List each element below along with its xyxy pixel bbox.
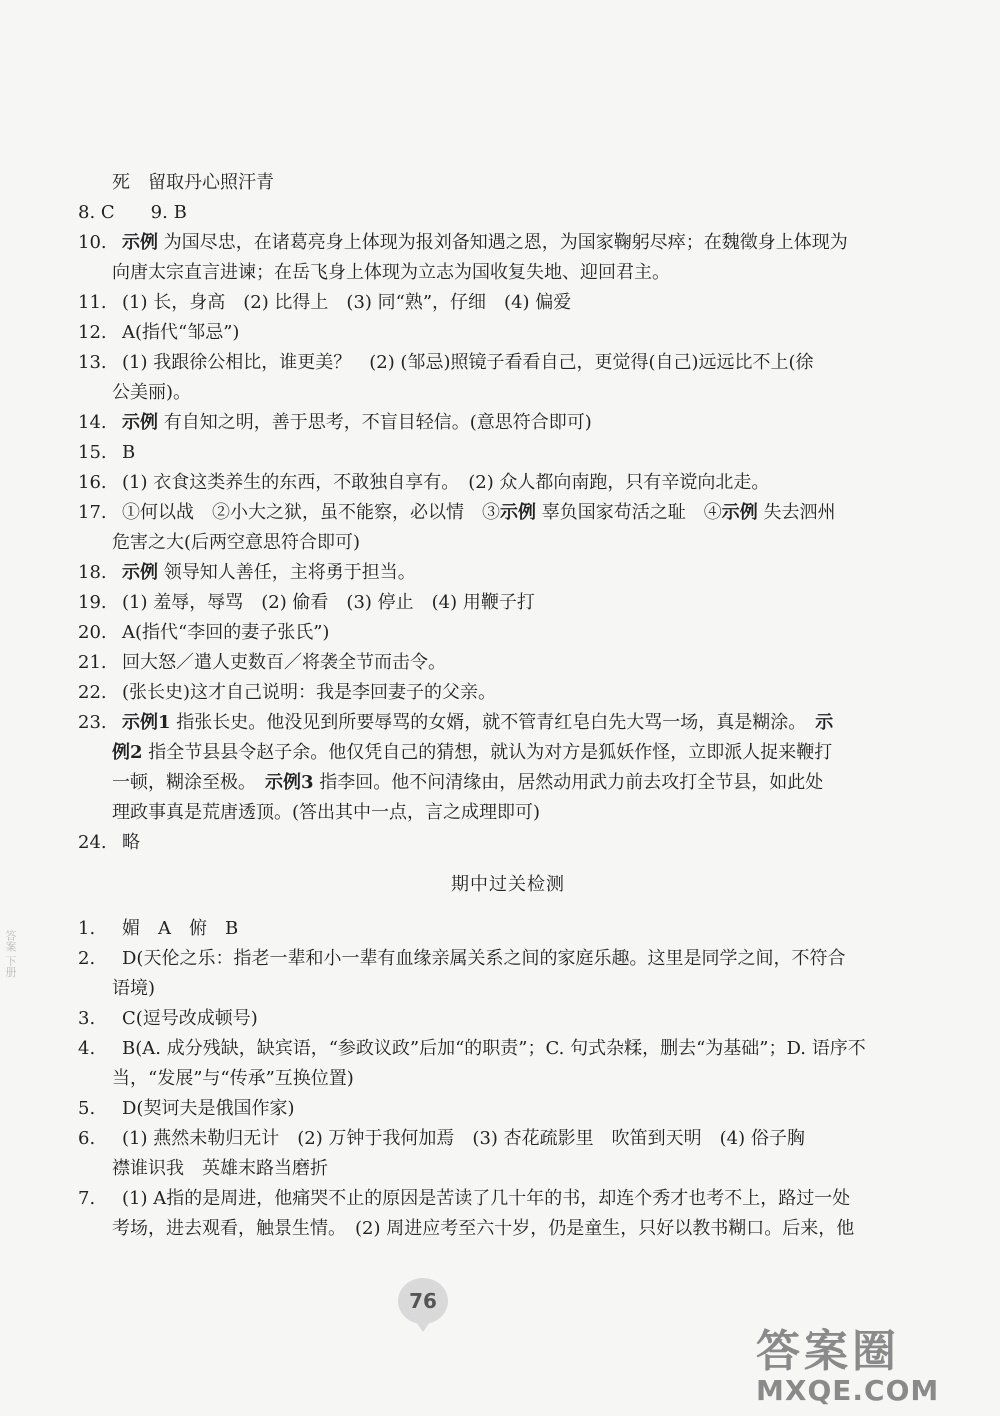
item-number: 7. bbox=[78, 1188, 96, 1209]
answer-line bbox=[78, 438, 938, 468]
line-text: A(指代“邹忌”) bbox=[122, 322, 240, 343]
example-label: 示例 bbox=[122, 562, 158, 583]
line-text: 危害之大(后两空意思符合即可) bbox=[112, 532, 361, 553]
page-number-badge bbox=[398, 1278, 448, 1324]
line-text: C(逗号改成顿号) bbox=[122, 1008, 258, 1029]
example-label: 示例3 bbox=[265, 772, 314, 793]
answer-line bbox=[78, 944, 938, 974]
line-text: (张长史)这才自己说明：我是李回妻子的父亲。 bbox=[122, 682, 497, 703]
answer-line bbox=[78, 678, 938, 708]
line-text: 为国尽忠，在诸葛亮身上体现为报刘备知遇之恩，为国家鞠躬尽瘁；在魏徵身上体现为 bbox=[163, 232, 848, 253]
example-label: 例2 bbox=[112, 742, 143, 763]
answer-line bbox=[78, 1184, 938, 1214]
item-number: 1. bbox=[78, 918, 96, 939]
item-number: 14. bbox=[78, 412, 107, 433]
answer-line bbox=[78, 588, 938, 618]
answer-line bbox=[78, 288, 938, 318]
answer-line bbox=[78, 974, 938, 1004]
line-text: 回大怒／遣人吏数百／将袭全节而击令。 bbox=[122, 652, 446, 673]
answer-line bbox=[78, 1064, 938, 1094]
answer-line bbox=[78, 228, 938, 258]
line-text: 向唐太宗直言进谏；在岳飞身上体现为立志为国收复失地、迎回君主。 bbox=[112, 262, 670, 283]
answer-line bbox=[78, 1094, 938, 1124]
answer-line bbox=[78, 318, 938, 348]
answer-line bbox=[78, 168, 938, 198]
line-text: 8. C 9. B bbox=[78, 202, 187, 223]
line-text: B(A. 成分残缺，缺宾语，“参政议政”后加“的职责”；C. 句式杂糅，删去“为基础”；D. 语序不 bbox=[122, 1038, 866, 1059]
answer-line bbox=[78, 648, 938, 678]
answer-line bbox=[78, 468, 938, 498]
example-label: 示例 bbox=[500, 502, 536, 523]
item-number: 17. bbox=[78, 502, 107, 523]
answer-line bbox=[78, 408, 938, 438]
answer-line bbox=[78, 1124, 938, 1154]
item-number: 11. bbox=[78, 292, 107, 313]
item-number: 23. bbox=[78, 712, 107, 733]
line-text: 语境) bbox=[112, 978, 156, 999]
answer-line bbox=[78, 798, 938, 828]
line-text: 失去泗州 bbox=[763, 502, 836, 523]
answer-line bbox=[78, 348, 938, 378]
answer-line bbox=[78, 1034, 938, 1064]
item-number: 6. bbox=[78, 1128, 96, 1149]
line-text: A(指代“李回的妻子张氏”) bbox=[122, 622, 330, 643]
watermark-en: MXQE.COM bbox=[756, 1374, 940, 1407]
line-text: (1) 羞辱，辱骂 (2) 偷看 (3) 停止 (4) 用鞭子打 bbox=[122, 592, 535, 613]
section-heading: 期中过关检测 bbox=[451, 874, 565, 895]
item-number: 13. bbox=[78, 352, 107, 373]
example-label: 示例 bbox=[122, 232, 158, 253]
item-number: 24. bbox=[78, 832, 107, 853]
line-text: 当，“发展”与“传承”互换位置) bbox=[112, 1068, 354, 1089]
line-text: 略 bbox=[122, 832, 140, 853]
answer-line bbox=[78, 378, 938, 408]
item-number: 12. bbox=[78, 322, 107, 343]
example-label: 示例1 bbox=[122, 712, 171, 733]
item-number: 19. bbox=[78, 592, 107, 613]
line-text: 辜负国家苟活之耻 ④ bbox=[541, 502, 722, 523]
margin-text: 答案 下册 bbox=[4, 930, 17, 978]
answer-line bbox=[78, 708, 938, 738]
line-text: 领导知人善任，主将勇于担当。 bbox=[163, 562, 416, 583]
line-text: 襟谁识我 英雄末路当磨折 bbox=[112, 1158, 328, 1179]
item-number: 15. bbox=[78, 442, 107, 463]
line-text: (1) A指的是周进，他痛哭不止的原因是苦读了几十年的书，却连个秀才也考不上，路过一处 bbox=[122, 1188, 851, 1209]
item-number: 4. bbox=[78, 1038, 96, 1059]
item-number: 21. bbox=[78, 652, 107, 673]
item-number: 3. bbox=[78, 1008, 96, 1029]
line-text: ①何以战 ②小大之狱，虽不能察，必以情 ③ bbox=[122, 502, 500, 523]
watermark-cn: 答案圈 bbox=[756, 1326, 900, 1377]
answer-line bbox=[78, 258, 938, 288]
line-text: 理政事真是荒唐透顶。(答出其中一点，言之成理即可) bbox=[112, 802, 541, 823]
item-number: 10. bbox=[78, 232, 107, 253]
item-number: 16. bbox=[78, 472, 107, 493]
answer-line bbox=[78, 738, 938, 768]
example-label: 示例 bbox=[122, 412, 158, 433]
answer-line bbox=[78, 1004, 938, 1034]
line-text: 媚 A 俯 B bbox=[122, 918, 239, 939]
line-text: 一顿，糊涂至极。 bbox=[112, 772, 265, 793]
answer-line bbox=[78, 618, 938, 648]
line-text: D(契诃夫是俄国作家) bbox=[122, 1098, 295, 1119]
line-text: (1) 衣食这类养生的东西，不敢独自享有。 (2) 众人都向南跑，只有辛谠向北走。 bbox=[122, 472, 770, 493]
answer-line bbox=[78, 558, 938, 588]
answer-line bbox=[78, 198, 938, 228]
line-text: 有自知之明，善于思考，不盲目轻信。(意思符合即可) bbox=[163, 412, 592, 433]
example-label: 示例 bbox=[721, 502, 758, 523]
item-number: 5. bbox=[78, 1098, 96, 1119]
watermark-logo bbox=[756, 1328, 988, 1408]
page-number: 76 bbox=[409, 1289, 437, 1313]
answer-text bbox=[78, 168, 938, 1244]
item-number: 18. bbox=[78, 562, 107, 583]
line-text: 指张长史。他没见到所要辱骂的女婿，就不管青红皂白先大骂一场，真是糊涂。 bbox=[176, 712, 816, 733]
answer-line bbox=[78, 768, 938, 798]
line-text: (1) 燕然未勒归无计 (2) 万钟于我何加焉 (3) 杏花疏影里 吹笛到天明 (4) 俗子胸 bbox=[122, 1128, 805, 1149]
item-number: 20. bbox=[78, 622, 107, 643]
line-text: (1) 长，身高 (2) 比得上 (3) 同“熟”，仔细 (4) 偏爱 bbox=[122, 292, 572, 313]
answer-line bbox=[78, 828, 938, 858]
line-text: D(天伦之乐：指老一辈和小一辈有血缘亲属关系之间的家庭乐趣。这里是同学之间，不符合 bbox=[122, 948, 846, 969]
answer-line bbox=[78, 1214, 938, 1244]
line-text: (1) 我跟徐公相比，谁更美？ (2) (邹忌)照镜子看看自己，更觉得(自己)远远比不上(徐 bbox=[122, 352, 814, 373]
line-text: B bbox=[122, 442, 136, 463]
line-text: 指李回。他不问清缘由，居然动用武力前去攻打全节县，如此处 bbox=[319, 772, 824, 793]
line-text: 指全节县县令赵子余。他仅凭自己的猜想，就认为对方是狐妖作怪，立即派人捉来鞭打 bbox=[148, 742, 833, 763]
answer-line bbox=[78, 914, 938, 944]
item-number: 2. bbox=[78, 948, 96, 969]
answer-line bbox=[78, 498, 938, 528]
answer-line bbox=[78, 528, 938, 558]
line-text: 考场，进去观看，触景生情。 (2) 周进应考至六十岁，仍是童生，只好以教书糊口。后来，他 bbox=[112, 1218, 855, 1239]
item-number: 22. bbox=[78, 682, 107, 703]
answer-line bbox=[78, 1154, 938, 1184]
line-text: 公美丽)。 bbox=[112, 382, 192, 403]
example-label: 示 bbox=[815, 712, 834, 733]
line-text: 死 留取丹心照汗青 bbox=[112, 172, 274, 193]
